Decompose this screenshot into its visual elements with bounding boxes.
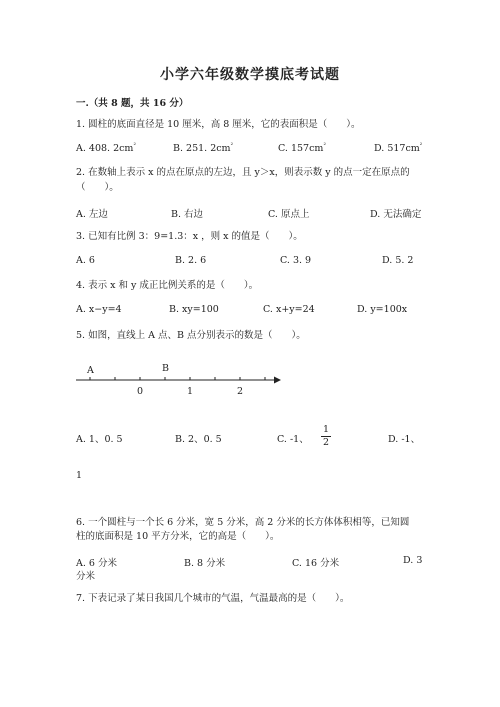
question-1-option-b[interactable]: B. 251. $2cm^{^2}$	[173, 141, 233, 154]
question-1-option-c[interactable]: C. $157cm^{^2}$	[278, 141, 326, 154]
question-2-option-c[interactable]: C. 原点上	[268, 209, 310, 220]
question-2-stem: 2. 在数轴上表示 x 的点在原点的左边，且 y＞x，则表示数 y 的点一定在原点的	[76, 167, 410, 178]
question-5-option-c[interactable]: C. -1、	[277, 434, 309, 445]
question-3-stem: 3. 已知有比例 3：9=1.3：x ，则 x 的值是（ ）。	[76, 231, 303, 242]
point-a-label: A	[87, 365, 94, 376]
fraction-denominator: 2	[322, 437, 330, 448]
question-4-option-a[interactable]: A. x−y=4	[76, 304, 122, 315]
fraction-one-half	[321, 425, 331, 448]
question-5-stem: 5. 如图，直线上 A 点、B 点分别表示的数是（ ）。	[76, 330, 306, 341]
question-6-option-c[interactable]: C. 16 分米	[292, 558, 340, 569]
number-line-figure	[70, 358, 290, 402]
question-1-option-a[interactable]: A. 408. $2cm^{^2}$	[76, 141, 136, 154]
question-1-stem: 1. 圆柱的底面直径是 10 厘米，高 8 厘米，它的表面积是（ ）。	[76, 119, 361, 130]
fraction-numerator: 1	[322, 424, 330, 435]
question-4-stem: 4. 表示 x 和 y 成正比例关系的是（ ）。	[76, 280, 259, 291]
question-4-option-b[interactable]: B. xy=100	[169, 304, 219, 315]
page-title: 小学六年级数学摸底考试题	[160, 67, 340, 83]
question-1-option-d[interactable]: D. $517cm^{^2}$	[374, 141, 423, 154]
question-5-option-a[interactable]: A. 1、0. 5	[76, 434, 123, 445]
question-3-option-c[interactable]: C. 3. 9	[280, 255, 312, 266]
question-2-option-d[interactable]: D. 无法确定	[370, 209, 422, 220]
question-4-option-d[interactable]: D. y=100x	[357, 304, 408, 315]
question-6-option-d[interactable]: D. 3	[403, 555, 423, 566]
question-3-option-d[interactable]: D. 5. 2	[382, 255, 414, 266]
question-6-option-a[interactable]: A. 6 分米	[76, 558, 117, 569]
tick-label-1: 1	[187, 386, 194, 397]
section-header: 一.（共 8 题，共 16 分）	[76, 98, 189, 109]
question-2-option-a[interactable]: A. 左边	[76, 209, 108, 220]
question-3-option-b[interactable]: B. 2. 6	[175, 255, 207, 266]
question-5-option-b[interactable]: B. 2、0. 5	[175, 434, 222, 445]
question-6-stem-cont: 柱的底面积是 10 平方分米，它的高是（ ）。	[76, 531, 280, 542]
point-b-label: B	[162, 363, 169, 374]
question-5-option-d[interactable]: D. -1、	[388, 434, 421, 445]
question-6-stem: 6. 一个圆柱与一个长 6 分米，宽 5 分米，高 2 分米的长方体体积相等，已知圆	[76, 517, 410, 528]
question-2-option-b[interactable]: B. 右边	[171, 209, 204, 220]
question-3-option-a[interactable]: A. 6	[76, 255, 95, 266]
question-4-option-c[interactable]: C. x+y=24	[263, 304, 315, 315]
question-5-option-d-cont: 1	[76, 470, 83, 481]
question-2-stem-cont: （ ）。	[76, 182, 119, 193]
tick-label-2: 2	[237, 386, 244, 397]
question-7-stem: 7. 下表记录了某日我国几个城市的气温，气温最高的是（ ）。	[76, 593, 350, 604]
number-line-arrow	[274, 377, 281, 384]
question-6-option-b[interactable]: B. 8 分米	[184, 558, 226, 569]
tick-label-0: 0	[137, 386, 144, 397]
question-6-option-d-cont: 分米	[76, 571, 96, 582]
